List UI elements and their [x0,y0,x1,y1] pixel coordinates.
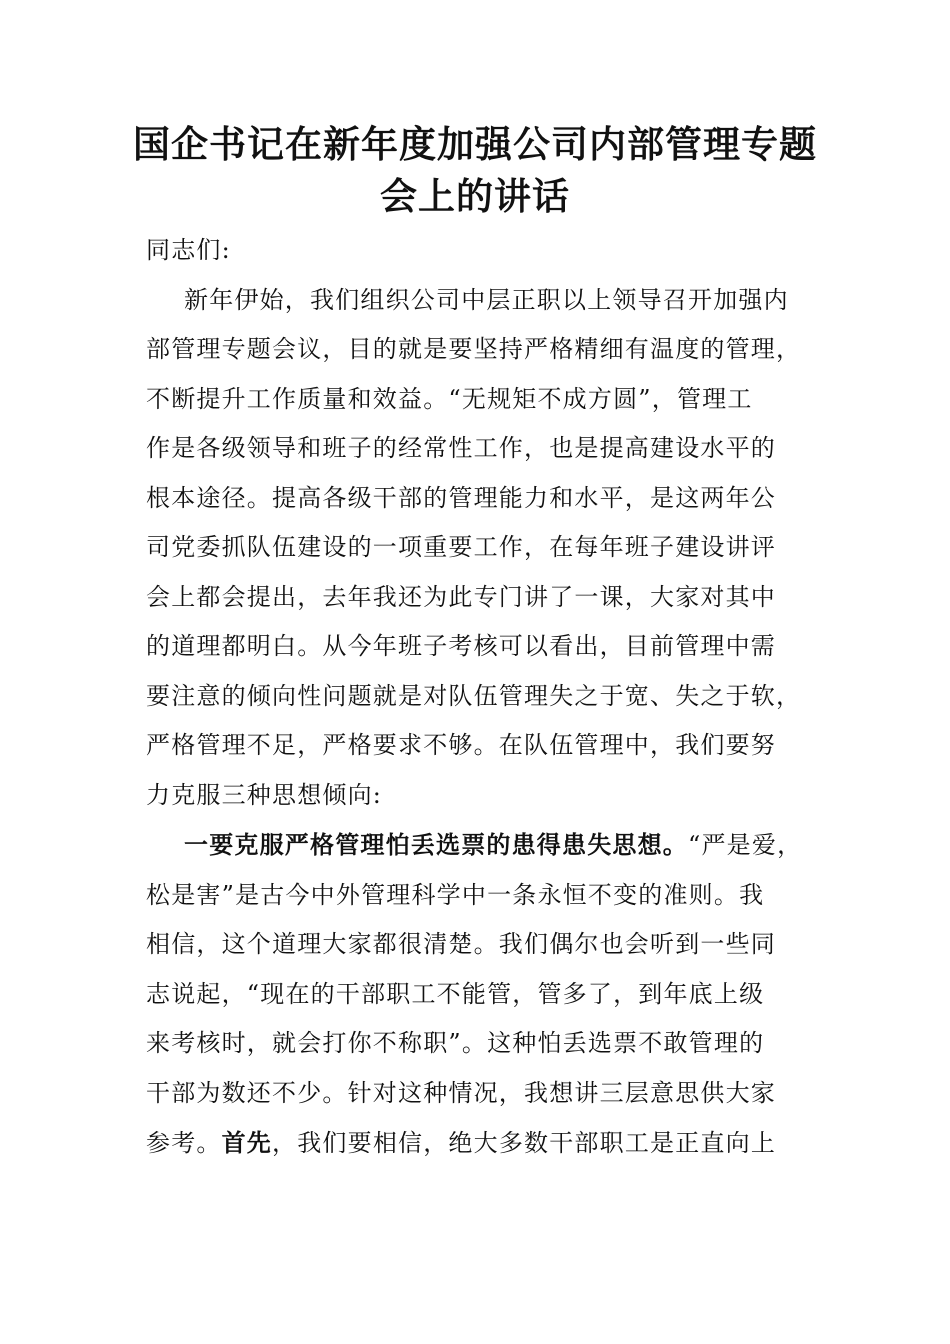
document-title [100,118,850,222]
text-line: 干部为数还不少。针对这种情况，我想讲三层意思供大家 [146,1078,776,1107]
text-line: 要注意的倾向性问题就是对队伍管理失之于宽、失之于软， [146,681,802,710]
title-line-1: 国企书记在新年度加强公司内部管理专题 [133,122,817,166]
title-line-2: 会上的讲话 [380,174,570,218]
text-line: 力克服三种思想倾向: [146,780,383,809]
text-line: 不断提升工作质量和效益。“无规矩不成方圆”，管理工 [146,384,753,413]
text-line: 松是害”是古今中外管理科学中一条永恒不变的准则。我 [146,880,765,909]
salutation: 同志们: [146,236,231,264]
document-body [146,226,806,1169]
point-one-heading: 一要克服严格管理怕丢选票的患得患失思想。 [184,830,688,859]
emphasis-first: 首先 [221,1128,273,1157]
text-line: 志说起，“现在的干部职工不能管，管多了，到年底上级 [146,979,765,1008]
paragraph-point-one [146,820,806,1169]
text-line: 根本途径。提高各级干部的管理能力和水平，是这两年公 [146,483,776,512]
text-line: 作是各级领导和班子的经常性工作，也是提高建设水平的 [146,434,776,462]
text-line: 相信，这个道理大家都很清楚。我们偶尔也会听到一些同 [146,930,776,958]
paragraph-intro [146,276,806,821]
text-line: 参考。首先，我们要相信，绝大多数干部职工是正直向上 [146,1128,777,1157]
text-line: 会上都会提出，去年我还为此专门讲了一课，大家对其中 [146,582,776,611]
text-line: 来考核时，就会打你不称职”。这种怕丢选票不敢管理的 [146,1029,765,1057]
text-line: 司党委抓队伍建设的一项重要工作，在每年班子建设讲评 [146,533,776,561]
text-line: 的道理都明白。从今年班子考核可以看出，目前管理中需 [146,632,776,660]
text-line: 部管理专题会议，目的就是要坚持严格精细有温度的管理， [146,335,802,363]
text-line: 严格管理不足，严格要求不够。在队伍管理中，我们要努 [146,731,776,759]
text-line: 一要克服严格管理怕丢选票的患得患失思想。“严是爱， [184,830,803,859]
text-line: 新年伊始，我们组织公司中层正职以上领导召开加强内 [184,285,789,314]
